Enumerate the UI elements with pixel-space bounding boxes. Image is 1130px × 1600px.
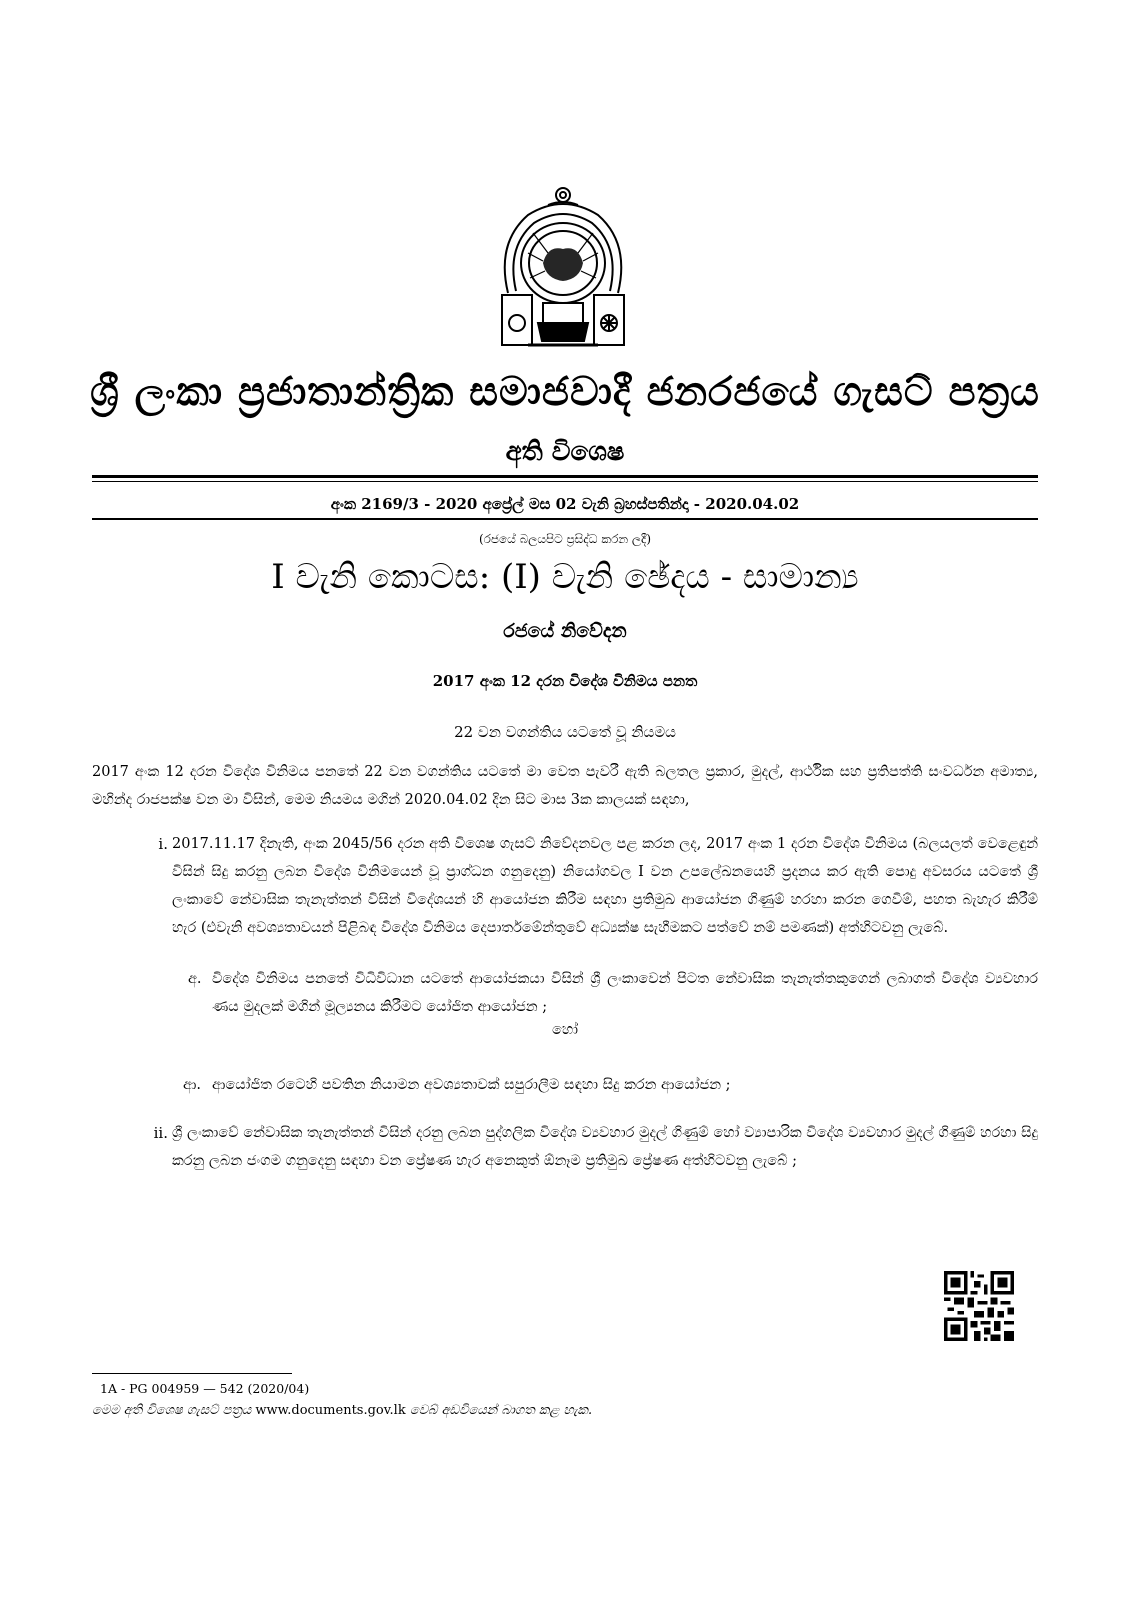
sub-item-aa-label: ආ. <box>183 1077 201 1093</box>
intro-paragraph: 2017 අංක 12 දරන විදේශ විනිමය පනතේ 22 වන වගන්තිය යටතේ මා වෙත පැවරී ඇති බලතල ප්‍රකාර, මුදල්, ආර්ථික සහ ප්‍රතිපත්ති සංවර්ධන අමාත්‍ය, මහින්ද රාජපක්ෂ වන මා විසින්, මෙම නියමය මගින් 2020.04.02 දින සිට මාස 3ක කාලයක් සඳහා, <box>92 764 1038 808</box>
part-title: I වැනි කොටස: (I) වැනි ඡේදය - සාමාන්‍ය <box>271 557 859 597</box>
act-title: 2017 අංක 12 දරන විදේශ විනිමය පනත <box>432 672 698 690</box>
issue-line: අංක 2169/3 - 2020 අප්‍රේල් මස 02 වැනි බ්‍රහස්පතින්දා - 2020.04.02 <box>330 495 800 513</box>
gazette-masthead: ශ්‍රී ලංකා ප්‍රජාතාන්ත්‍රික සමාජවාදී ජනරජයේ ගැසට් පත්‍රය <box>90 369 1040 415</box>
item-ii-text: ශ්‍රී ලංකාවේ නේවාසික තැනැත්තන් විසින් දරනු ලබන පුද්ගලික විදේශ ව්‍යවහාර මුදල් ගිණුම් හෝ ව්‍යාපාරික විදේශ ව්‍යවහාර මුදල් ගිණුම් හරහා සිදු කරනු ලබන ජංගම ගනුදෙනු සඳහා වන ප්‍රේෂණ හැර අනෙකුත් ඕනෑම ප්‍රතිමුඛ ප්‍රේෂණ අත්හිටවනු ලැබේ ; <box>172 1125 1038 1169</box>
sri-lanka-emblem-icon <box>488 183 638 355</box>
sub-heading: 22 වන වගන්තිය යටතේ වූ නියමය <box>454 723 676 741</box>
header-rule-bottom <box>92 518 1038 520</box>
footer-rule <box>92 1373 292 1374</box>
header-rule-top <box>92 475 1038 478</box>
print-code: 1A - PG 004959 — 542 (2020/04) <box>100 1381 310 1396</box>
sub-item-aa-text: ආයෝජිත රටෙහි පවතින නියාමන අවශ්‍යතාවක් සපුරාලීම සඳහා සිදු කරන ආයෝජන ; <box>212 1077 731 1093</box>
edition-label: අති විශෙෂ <box>505 437 625 467</box>
item-i-number: i. <box>158 835 168 853</box>
qr-code-icon <box>944 1271 1014 1341</box>
download-note <box>92 1403 592 1418</box>
publisher-note: (රජයේ බලයපිට ප්‍රසිද්ධ කරන ලදී) <box>478 532 652 546</box>
sub-item-a-label: අ. <box>188 971 202 987</box>
sub-item-a-text: විදේශ විනිමය පනතේ විධිවිධාන යටතේ ආයෝජකයා විසින් ශ්‍රී ලංකාවෙන් පිටත නේවාසික තැනැත්තකුගෙන් ලබාගත් විදේශ ව්‍යවහාර ණය මුදලක් මගින් මූල්‍යනය කිරීමට යෝජිත ආයෝජන ; <box>212 971 1038 1015</box>
documents-website-link[interactable]: www.documents.gov.lk <box>255 1403 406 1418</box>
or-conjunction: හෝ <box>551 1022 579 1038</box>
download-note-suffix: වෙබ් අඩවියෙන් බාගත කළ හැක. <box>409 1403 593 1418</box>
section-title: රජයේ නිවේදන <box>503 620 627 642</box>
item-i-text: 2017.11.17 දිනැති, අංක 2045/56 දරන අති විශෙෂ ගැසට් නිවේදනවල පළ කරන ලද, 2017 අංක 1 දරන විදේශ විනිමය (බලයලත් වෙළෙඳුන් විසින් සිදු කරනු ලබන විදේශ විනිමයෙන් වූ ප්‍රාග්ධන ගනුදෙනු) නියෝගවල I වන උපලේඛනයෙහි ප්‍රදනය කර ඇති පොදු අවසරය යටතේ ශ්‍රී ලංකාවේ නේවාසික තැනැත්තන් විසින් විදේශයන් හි ආයෝජන කිරීම සඳහා ප්‍රතිමුඛ ආයෝජන ගිණුම් හරහා කරන ගෙවීම්, පහත බැහැර කිරීම් හැර (එවැනි අවශ්‍යතාවයන් පිළිබඳ විදේශ විනිමය දෙපාර්තමේන්තුවේ අධ්‍යක්ෂ සැහීමකට පත්වේ නම් පමණක්) අත්හිටවනු ලැබේ. <box>172 836 1038 936</box>
header-rule-top-thin <box>92 481 1038 482</box>
item-ii-number: ii. <box>153 1124 168 1142</box>
download-note-prefix: මෙම අති විශෙෂ ගැසට් පත්‍රය <box>92 1403 252 1418</box>
